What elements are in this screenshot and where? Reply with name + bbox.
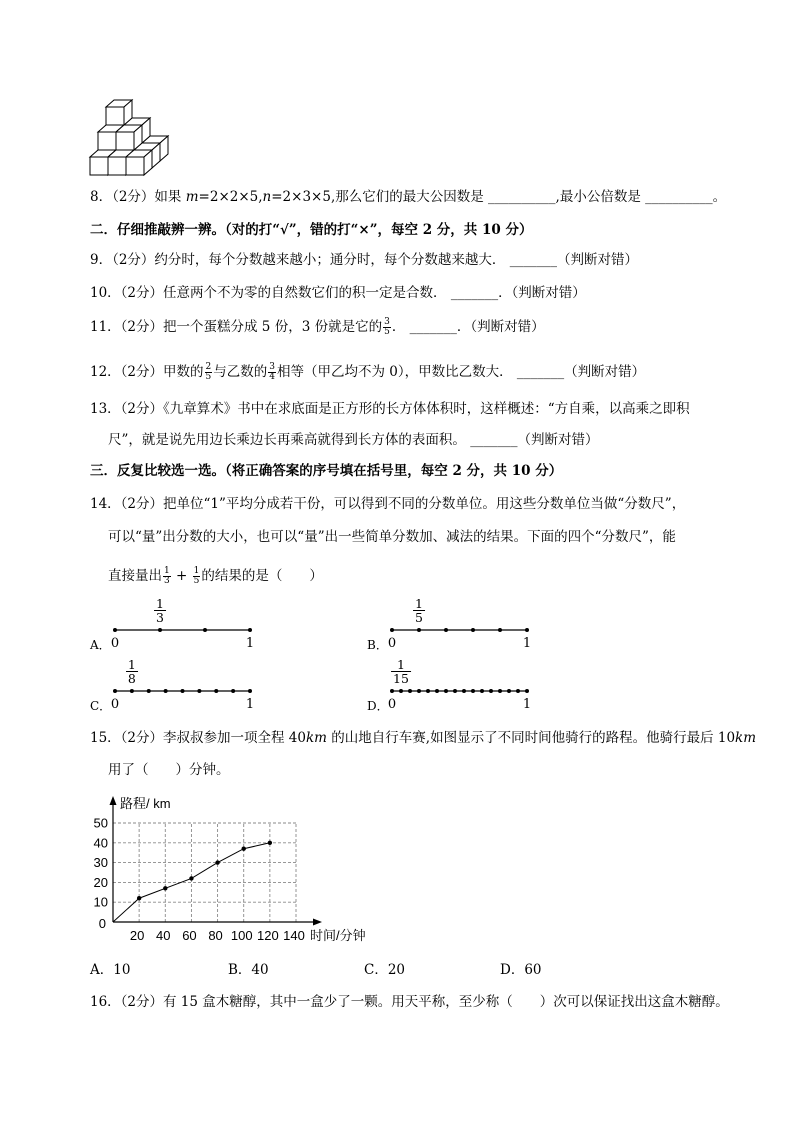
number-line-dot <box>248 689 252 693</box>
x-axis-label: 时间/分钟 <box>310 928 366 943</box>
fraction-denominator: 3 <box>156 610 164 625</box>
number-line-dot <box>390 628 394 632</box>
end-label: 1 <box>245 636 255 651</box>
section-3-title: 三．反复比较选一选。（将正确答案的序号填在括号里，每空 2 分，共 10 分） <box>90 463 563 479</box>
fraction-denominator: 4 <box>269 372 275 382</box>
number-line-dot <box>408 689 412 693</box>
option-letter: C． <box>90 699 112 713</box>
plus-sign: + <box>171 568 192 584</box>
question-10 <box>90 285 586 301</box>
q12-text-2: 与乙数的 <box>213 364 268 380</box>
q15-option-a: A．10 <box>90 962 131 978</box>
q9-text: 9．（2分）约分时，每个分数越来越小；通分时，每个分数越来越大． <box>90 252 510 268</box>
fraction-numerator: 1 <box>193 566 200 576</box>
unit-fraction-label <box>154 598 166 624</box>
number-line-dot <box>462 689 466 693</box>
number-line-dot <box>399 689 403 693</box>
question-15-line-1 <box>90 730 756 746</box>
q8-prefix: 8．（2分）如果 <box>90 189 186 205</box>
cube <box>126 150 152 175</box>
distance-time-chart <box>85 790 385 950</box>
origin-label: 0 <box>98 916 106 931</box>
data-point <box>163 886 167 890</box>
fraction-numerator: 3 <box>269 362 275 372</box>
number-line-dot <box>147 689 151 693</box>
y-tick-label: 40 <box>93 835 108 851</box>
x-tick-label: 120 <box>257 928 279 943</box>
end-label: 1 <box>522 636 532 651</box>
number-line-dot <box>525 628 529 632</box>
y-axis-arrow <box>110 796 117 805</box>
q15-option-d: D．60 <box>500 962 542 978</box>
question-14-line-3 <box>108 567 323 586</box>
fraction-denominator: 5 <box>193 576 200 586</box>
start-label: 0 <box>110 636 120 651</box>
question-14-line-1: 14．（2分）把单位“1”平均分成若干份，可以得到不同的分数单位。用这些分数单位当做“分数尺”， <box>90 496 686 512</box>
number-line-dot <box>471 628 475 632</box>
option-letter: B． <box>367 638 388 652</box>
option-d-fraction-ruler <box>362 651 547 717</box>
answer-blank: __________ <box>488 189 556 205</box>
chart-grid <box>113 823 296 922</box>
fraction <box>205 363 213 382</box>
q12-text-1: 12．（2分）甲数的 <box>90 364 204 380</box>
unit-fraction-label <box>126 659 138 685</box>
option-b-fraction-ruler <box>362 590 547 656</box>
cube-stack-figure <box>85 95 185 180</box>
fraction-denominator: 8 <box>127 671 136 686</box>
fraction-numerator: 1 <box>156 596 164 611</box>
x-tick-label: 140 <box>283 928 305 943</box>
question-13-line-1: 13．（2分）《九章算术》书中在求底面是正方形的长方体体积时，这样概述：“方自乘，以高乘之即积 <box>90 401 690 417</box>
y-tick-label: 30 <box>93 855 108 871</box>
data-point <box>189 876 193 880</box>
start-label: 0 <box>387 636 397 651</box>
question-16: 16．（2分）有 15 盒木糖醇，其中一盒少了一颗。用天平称，至少称（ ）次可以保证找出这盒木糖醇。 <box>90 994 729 1010</box>
number-line-dot <box>480 689 484 693</box>
question-11 <box>90 318 545 337</box>
number-line-dot <box>516 689 520 693</box>
section-2-title: 二．仔细推敲辨一辨。（对的打“√”，错的打“×”，每空 2 分，共 10 分） <box>90 222 533 238</box>
q15-middle: 的山地自行车赛,如图显示了不同时间他骑行的路程。他骑行最后 10 <box>326 730 736 746</box>
answer-blank: _______ <box>516 364 565 380</box>
chart-series <box>113 841 272 922</box>
option-c-fraction-ruler <box>85 651 270 717</box>
fraction-denominator: 5 <box>415 610 423 625</box>
answer-blank: _______ <box>450 285 499 301</box>
question-15-line-2: 用了（ ）分钟。 <box>108 762 230 778</box>
variable-n: n <box>262 189 272 205</box>
fraction <box>163 567 171 586</box>
q15-option-c: C．20 <box>364 962 406 978</box>
q11-suffix: ．（判断对错） <box>456 319 545 335</box>
question-12 <box>90 363 645 382</box>
q13-suffix: （判断对错） <box>517 432 599 448</box>
y-axis-label: 路程/ km <box>120 796 171 811</box>
q8-expr-m: =2×2×5, <box>198 189 263 205</box>
number-line-dot <box>197 689 201 693</box>
q8-suffix: 。 <box>712 189 727 205</box>
question-9 <box>90 252 638 268</box>
data-point <box>268 841 272 845</box>
number-line-dot <box>113 689 117 693</box>
q8-expr-n: =2×3×5,那么它们的最大公因数是 <box>271 189 489 205</box>
unit-fraction-label <box>413 598 425 624</box>
fraction-numerator: 1 <box>164 566 170 576</box>
number-line-dot <box>181 689 185 693</box>
cube <box>116 125 142 150</box>
number-line-dot <box>444 689 448 693</box>
number-line-dot <box>444 628 448 632</box>
fraction-numerator: 1 <box>127 657 136 672</box>
number-line-dot <box>164 689 168 693</box>
q9-suffix: （判断对错） <box>556 252 638 268</box>
x-tick-label: 100 <box>230 928 253 943</box>
data-point <box>242 847 246 851</box>
start-label: 0 <box>387 697 397 712</box>
number-line-dot <box>489 689 493 693</box>
data-point <box>215 860 219 864</box>
q8-middle: ,最小公倍数是 <box>555 189 646 205</box>
number-line-dot <box>214 689 218 693</box>
q15-prefix: 15．（2分）李叔叔参加一项全程 40 <box>90 730 306 746</box>
question-8 <box>90 189 726 205</box>
answer-blank: _______ <box>409 319 457 335</box>
start-label: 0 <box>110 697 120 712</box>
number-line-dot <box>248 628 252 632</box>
number-line-dot <box>498 689 502 693</box>
option-letter: A． <box>90 638 111 652</box>
variable-m: m <box>185 189 199 205</box>
fraction-numerator: 3 <box>384 317 390 327</box>
q12-text-3: 相等（甲乙均不为 0），甲数比乙数大． <box>277 364 517 380</box>
x-tick-label: 60 <box>182 928 197 943</box>
fraction-numerator: 1 <box>415 596 423 611</box>
number-line-dot <box>525 689 529 693</box>
answer-blank: __________ <box>645 189 713 205</box>
number-line-dot <box>130 689 134 693</box>
unit-fraction-label <box>391 659 411 685</box>
q12-suffix: （判断对错） <box>564 364 646 380</box>
fraction <box>268 363 276 382</box>
number-line-dot <box>435 689 439 693</box>
x-tick-label: 40 <box>156 928 171 943</box>
question-14-line-2: 可以“量”出分数的大小，也可以“量”出一些简单分数加、减法的结果。下面的四个“分数尺”，能 <box>108 529 676 545</box>
number-line-dot <box>507 689 511 693</box>
q14-text-post: 的结果的是（ ） <box>201 568 323 584</box>
number-line-dot <box>203 628 207 632</box>
fraction-denominator: 5 <box>384 327 390 337</box>
number-line-dot <box>390 689 394 693</box>
cube <box>106 100 132 125</box>
fraction-denominator: 5 <box>205 372 212 382</box>
number-line-dot <box>417 689 421 693</box>
x-tick-label: 80 <box>208 928 223 943</box>
answer-blank: _______ <box>509 252 557 268</box>
fraction <box>193 567 201 586</box>
q11-text: 11．（2分）把一个蛋糕分成 5 份，3 份就是它的 <box>90 319 383 335</box>
unit-km: km <box>735 730 757 746</box>
fraction <box>383 318 391 337</box>
number-line-dot <box>113 628 117 632</box>
fraction-numerator: 2 <box>205 362 212 372</box>
answer-blank: _______ <box>470 432 518 448</box>
option-a-fraction-ruler <box>85 590 270 656</box>
number-line-dot <box>471 689 475 693</box>
data-point <box>137 896 141 900</box>
q15-option-b: B．40 <box>228 962 269 978</box>
number-line-dot <box>417 628 421 632</box>
number-line-dot <box>231 689 235 693</box>
q10-suffix: ．（判断对错） <box>498 285 586 301</box>
chart-axes <box>110 796 323 926</box>
end-label: 1 <box>245 697 255 712</box>
x-tick-label: 20 <box>129 928 145 943</box>
number-line-dot <box>498 628 502 632</box>
end-label: 1 <box>522 697 532 712</box>
chart-tick-labels <box>94 816 305 944</box>
q11-after-fraction: ． <box>391 319 410 335</box>
fraction-denominator: 3 <box>164 576 170 586</box>
number-line-dot <box>426 689 430 693</box>
question-13-line-2 <box>108 432 598 448</box>
fraction-numerator: 1 <box>397 657 405 672</box>
q13-text: 尺”，就是说先用边长乘边长再乘高就得到长方体的表面积。 <box>108 432 471 448</box>
y-tick-label: 50 <box>93 815 108 831</box>
q10-text: 10．（2分）任意两个不为零的自然数它们的积一定是合数． <box>90 285 451 301</box>
q14-text-pre: 直接量出 <box>108 568 162 584</box>
unit-km: km <box>306 730 327 746</box>
number-line-dot <box>158 628 162 632</box>
number-line-dot <box>453 689 457 693</box>
option-letter: D． <box>367 699 389 713</box>
x-axis-arrow <box>313 919 322 926</box>
fraction-denominator: 15 <box>393 671 409 686</box>
y-tick-label: 10 <box>93 894 108 910</box>
y-tick-label: 20 <box>93 874 108 890</box>
